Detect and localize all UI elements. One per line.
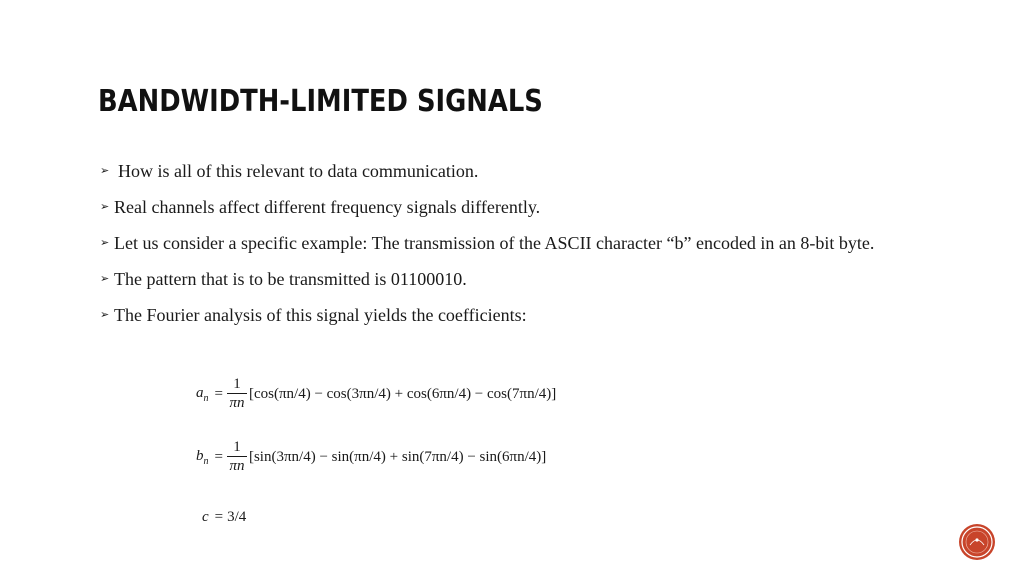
- equation-bn-expression: [sin(3πn/4) − sin(πn/4) + sin(7πn/4) − sin(6πn/4)]: [248, 448, 547, 465]
- equation-bn-sub: n: [203, 455, 209, 467]
- fraction-numerator: 1: [233, 376, 241, 392]
- fraction: [227, 376, 247, 412]
- bullet-list: [100, 160, 930, 340]
- bullet-item: [100, 232, 930, 255]
- bullet-text: How is all of this relevant to data communication.: [118, 161, 479, 181]
- equation-c-var: c: [202, 509, 209, 525]
- equation-an-expression: [cos(πn/4) − cos(3πn/4) + cos(6πn/4) − cos(7πn/4)]: [248, 385, 557, 402]
- equals-sign: =: [214, 385, 223, 402]
- bullet-item: [100, 160, 930, 183]
- bullet-text: The Fourier analysis of this signal yields the coefficients:: [114, 305, 527, 325]
- seal-logo-icon: [958, 523, 996, 561]
- equals-sign: =: [214, 509, 224, 525]
- arrow-bullet-icon: ➢: [100, 309, 110, 321]
- bullet-text: The pattern that is to be transmitted is 01100010.: [114, 269, 467, 289]
- fraction-denominator: πn: [229, 458, 245, 474]
- equation-an-sub: n: [203, 392, 209, 404]
- fraction: [227, 439, 247, 475]
- bullet-text: Let us consider a specific example: The transmission of the ASCII character “b” encoded in an 8-bit byte.: [114, 233, 875, 253]
- fraction-numerator: 1: [233, 439, 241, 455]
- arrow-bullet-icon: ➢: [100, 201, 110, 213]
- bullet-item: [100, 196, 930, 219]
- equation-an-var: a: [196, 384, 204, 401]
- bullet-text: Real channels affect different frequency signals differently.: [114, 197, 541, 217]
- equation-c-value: 3/4: [227, 509, 247, 525]
- arrow-bullet-icon: ➢: [100, 165, 110, 177]
- equation-bn: [196, 439, 546, 475]
- equation-bn-var: b: [196, 447, 204, 464]
- fraction-denominator: πn: [229, 395, 245, 411]
- equation-bn-lhs: [196, 448, 209, 467]
- slide-title: BANDWIDTH-LIMITED SIGNALS: [98, 84, 543, 119]
- logo-outer-circle: [959, 524, 995, 560]
- bullet-item: [100, 304, 930, 327]
- logo-emblem-dot: [975, 538, 978, 541]
- arrow-bullet-icon: ➢: [100, 273, 110, 285]
- equation-an: [196, 376, 556, 412]
- equation-c: [202, 509, 246, 526]
- arrow-bullet-icon: ➢: [100, 237, 110, 249]
- bullet-item: [100, 268, 930, 291]
- equation-an-lhs: [196, 385, 209, 404]
- equals-sign: =: [214, 448, 223, 465]
